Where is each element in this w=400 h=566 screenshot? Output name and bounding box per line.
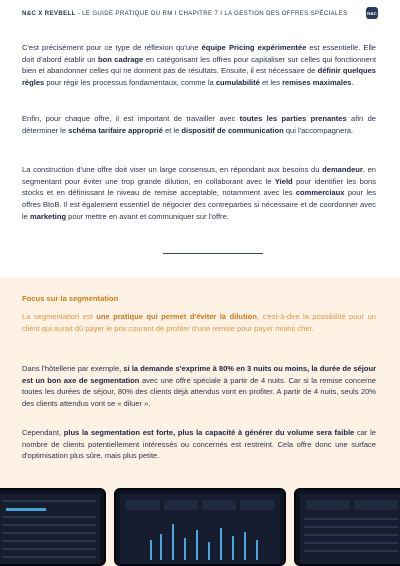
emphasis-text: commerciaux [295, 188, 345, 198]
text-run: Dans l'hôtellerie par exemple, [22, 364, 124, 373]
dashboard-screen-center [120, 494, 280, 564]
text-run: car le nombre de clients potentiellement intéressés ou concernés est restreint. Cela offre donc une surface d'optimisation plus sûre, mais plus petite. [22, 428, 377, 461]
text-run: pour identifier les bons stocks et en définissant le niveau de remise acceptable, notamment avec les [22, 176, 376, 198]
screen-accent [6, 508, 46, 511]
text-run: qui l'accompagnera. [283, 125, 354, 135]
panel-card [354, 500, 398, 510]
paragraph-offer-construction [22, 164, 376, 223]
screen-row [2, 556, 96, 558]
text-run: C'est précisément pour ce type de réflexion qu'une [22, 43, 202, 52]
paragraph-pricing-team [22, 42, 376, 89]
emphasis-text: définir quelques règles [22, 66, 376, 88]
dashboard-screen-left [0, 494, 100, 564]
header-brand: N&C X REVBELL [22, 10, 76, 17]
text-run: et le [162, 125, 182, 135]
chart-bar [150, 540, 152, 560]
focus-paragraph-limit [22, 427, 376, 462]
text-run: pour mettre en avant et communiquer sur l'offre. [66, 211, 229, 221]
text-run: avec une offre spéciale à partir de 4 nuits. Car si la remise concerne toutes les durées de séjour, 80% des clients déjà attendus vont en profiter. A partir de 4 nuits, seuls 20% des clients attendus vont se « diluer ». [22, 375, 376, 409]
chart-bar [172, 524, 174, 560]
emphasis-text: demandeur [322, 165, 363, 174]
emphasis-text: Yield [274, 176, 293, 186]
brand-logo-icon: N&C [366, 7, 378, 19]
text-run: La segmentation est [22, 312, 97, 321]
paragraph-stakeholders [22, 113, 376, 136]
screen-row [304, 550, 398, 552]
panel-card [306, 500, 350, 510]
page-header [0, 0, 400, 28]
emphasis-text: remises maximales [282, 78, 352, 88]
focus-paragraph-definition [22, 311, 376, 334]
dashboard-screenshots [0, 488, 400, 566]
chart-bar [232, 536, 234, 560]
screen-row [2, 524, 96, 526]
screen-row [304, 534, 398, 536]
text-run: , c'est-à-dire la possibilité pour un client qui aurait dû payer le prix courant de profiter d'une remise pour payer moins cher. [22, 312, 376, 333]
text-run: et les [259, 78, 283, 88]
text-run: pour régir les processus fondamentaux, comme la [44, 78, 216, 88]
focus-title: Focus sur la segmentation [22, 294, 119, 303]
emphasis-text: plus la segmentation est forte, plus la capacité à générer du volume sera faible [63, 428, 355, 437]
text-run: Cependant, [22, 428, 64, 437]
emphasis-text: marketing [29, 211, 67, 221]
tablet-screenshot-left [0, 488, 106, 566]
kpi-card [126, 500, 160, 510]
dashboard-screen-right [300, 494, 400, 564]
text-run: Enfin, pour chaque offre, il est important de travailler avec [22, 114, 240, 123]
screen-row [304, 542, 398, 544]
tablet-screenshot-right [294, 488, 400, 566]
header-chapter: - LE GUIDE PRATIQUE DU RM I CHAPITRE 7 I LA GESTION DES OFFRES SPÉCIALES [75, 10, 348, 17]
screen-row [2, 540, 96, 542]
screen-row [2, 532, 96, 534]
focus-paragraph-example [22, 363, 376, 410]
screen-row [2, 516, 96, 518]
kpi-card [202, 500, 236, 510]
chart-bar [220, 528, 222, 560]
screen-row [2, 548, 96, 550]
chart-bar [160, 534, 162, 560]
emphasis-text: cumulabilité [215, 78, 260, 88]
text-run: est essentielle. Elle doit d'abord établir un [22, 43, 376, 64]
chart-bar [256, 540, 258, 560]
chart-bar [208, 542, 210, 560]
emphasis-text: équipe Pricing expérimentée [201, 43, 307, 52]
chart-bar [184, 538, 186, 560]
screen-row [304, 518, 398, 520]
emphasis-text: si la demande s'exprime à 80% en 3 nuits ou moins, la durée de séjour est un bon axe de segmentation [22, 364, 377, 385]
kpi-card [240, 500, 274, 510]
text-run: en catégorisant les offres pour capitaliser sur celles qui fonctionnent bien et abandonner celles qui ne donnent pas de résultats. Ensuite, il est nécessaire de [22, 54, 376, 76]
section-divider [163, 253, 263, 254]
emphasis-text: une pratique qui permet d'éviter la dilution [96, 312, 257, 321]
tablet-screenshot-center [114, 488, 286, 566]
emphasis-text: toutes les parties prenantes [239, 114, 347, 123]
chart-bar [244, 532, 246, 560]
screen-row [2, 500, 96, 502]
text-run: . [351, 78, 354, 88]
kpi-card [164, 500, 198, 510]
emphasis-text: dispositif de communication [181, 125, 284, 135]
text-run: , en segmentant pour éviter une trop grande dilution, en collaborant avec le [22, 165, 376, 186]
screen-row [304, 526, 398, 528]
text-run: La construction d'une offre doit viser un large consensus, en répondant aux besoins du [22, 165, 323, 174]
emphasis-text: bon cadrage [97, 54, 144, 64]
chart-bar [196, 530, 198, 560]
text-run: afin de déterminer le [22, 114, 376, 135]
header-title [22, 10, 348, 17]
emphasis-text: schéma tarifaire approprié [68, 125, 163, 135]
text-run: pour les offres BtoB. Il est également essentiel de négocier des contreparties si nécessaire et de coordonner avec le [22, 188, 376, 221]
